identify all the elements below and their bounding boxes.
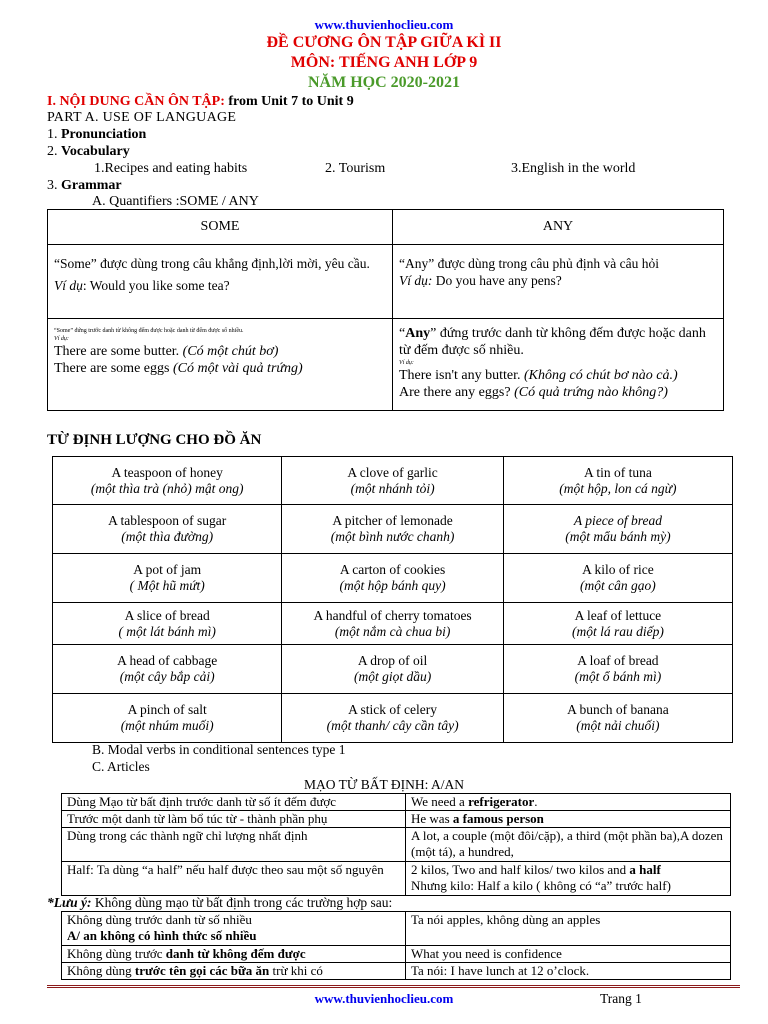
header-website[interactable]: www.thuvienhoclieu.com [314,17,454,32]
example-translation: (Không có chút bơ nào cả.) [524,368,678,383]
any-position-cell [393,319,724,411]
rule-cell: Half: Ta dùng “a half” nếu half được theo sau một số nguyên [62,862,406,896]
section1-heading-red: I. NỘI DUNG CẦN ÔN TẬP: [47,94,225,109]
quantifier-translation: (một cân gạo) [580,578,656,593]
quantifier-phrase: A clove of garlic [347,464,438,480]
example-cell: 2 kilos, Two and half kilos/ two kilos and a half Nhưng kilo: Half a kilo ( không có “a” trước half) [406,862,731,896]
example-label: Ví dụ [54,278,83,293]
food-quantifier-cell [282,554,503,603]
articles-note [47,895,392,911]
articles-table [61,793,731,896]
rule-cell: Không dùng trước danh từ số nhiều A/ an không có hình thức số nhiều [62,912,406,946]
table-row [53,603,733,645]
some-position-cell [48,319,393,411]
example-cell: Ta nói apples, không dùng an apples [406,912,731,946]
food-quantifier-cell [503,645,732,694]
example-label: Ví dụ: [54,336,69,342]
table-row [53,554,733,603]
position-text: ” đứng trước danh từ không đếm được hoặc danh từ đếm được số nhiều. [399,326,706,358]
quantifier-phrase: A piece of bread [573,513,662,528]
example-text: : Would you like some tea? [82,278,230,293]
food-quantifier-cell [503,694,732,743]
food-quantifier-cell [53,457,282,505]
rule-cell: Trước một danh từ làm bổ túc từ - thành phần phụ [62,811,406,828]
vocab-topic-3: 3.English in the world [511,161,636,176]
page-number: Trang 1 [600,991,642,1006]
rule-cell: Không dùng trước tên gọi các bữa ăn trừ khi có [62,963,406,980]
food-quantifier-cell [503,554,732,603]
column-header-any: ANY [393,210,724,245]
quote-mark: “ [399,326,406,341]
table-row [62,794,731,811]
any-example [399,272,717,289]
food-quantifier-cell [282,457,503,505]
table-row [62,912,731,946]
example-label: Ví dụ: [399,273,433,288]
table-row [62,963,731,980]
some-example-1 [54,343,386,360]
note-text: Không dùng mạo từ bất định trong các trường hợp sau: [91,895,393,910]
item-label: Pronunciation [61,127,147,142]
note-label: *Lưu ý: [47,895,92,910]
example-text: There are some butter. [54,344,183,359]
food-quantifier-table [52,456,733,743]
quantifier-phrase: A slice of bread [124,607,210,623]
quantifier-phrase: A handful of cherry tomatoes [313,607,472,623]
example-text: There isn't any butter. [399,368,524,383]
quantifier-translation: (một ổ bánh mì) [574,669,662,684]
school-year: NĂM HỌC 2020-2021 [308,74,460,91]
quantifier-phrase: A tablespoon of sugar [108,513,227,528]
food-quantifier-cell [53,694,282,743]
quantifier-phrase: A bunch of banana [567,702,669,717]
example-cell: A lot, a couple (một đôi/cặp), a third (một phần ba),A dozen (một tá), a hundred, [406,828,731,862]
table-row [53,694,733,743]
item-label: Grammar [61,178,122,193]
table-row [48,319,724,411]
any-position-text [399,325,717,359]
quantifier-translation: (một lá rau diếp) [571,623,664,639]
quantifier-phrase: A carton of cookies [339,562,446,577]
food-section-heading: TỪ ĐỊNH LƯỢNG CHO ĐỒ ĂN [47,432,262,448]
table-row [53,457,733,505]
subject-title: MÔN: TIẾNG ANH LỚP 9 [290,54,478,71]
quantifier-translation: (một nải chuối) [576,718,660,733]
table-row [53,505,733,554]
food-quantifier-cell [282,694,503,743]
quantifier-translation: ( một lát bánh mì) [118,623,216,639]
quantifier-translation: (một thanh/ cây cần tây) [326,718,459,733]
food-quantifier-cell [503,505,732,554]
food-quantifier-cell [53,603,282,645]
rule-cell: Không dùng trước danh từ không đếm được [62,946,406,963]
quantifier-translation: (một hộp, lon cá ngừ) [559,480,677,496]
quantifier-phrase: A drop of oil [357,653,428,668]
column-header-some: SOME [48,210,393,245]
food-quantifier-cell [53,505,282,554]
item-grammar [47,178,122,194]
some-example-2 [54,360,386,377]
quantifier-phrase: A teaspoon of honey [111,464,223,480]
quantifier-translation: (một cây bắp cải) [119,669,215,684]
some-usage-cell [48,245,393,319]
quantifier-phrase: A pinch of salt [127,702,207,717]
quantifiers-table [47,209,724,411]
example-text: There are some eggs [54,361,173,376]
quantifier-phrase: A tin of tuna [583,464,652,480]
rule-cell: Dùng Mạo từ bất định trước danh từ số ít đếm được [62,794,406,811]
example-text: Do you have any pens? [432,273,562,288]
some-usage-text: “Some” được dùng trong câu khẳng định,lời mời, yêu cầu. [54,256,370,271]
table-row [53,645,733,694]
food-quantifier-cell [282,505,503,554]
any-usage-cell [393,245,724,319]
grammar-a-heading: A. Quantifiers :SOME / ANY [92,194,259,209]
example-cell: He was a famous person [406,811,731,828]
item-number: 2. [47,144,58,159]
example-cell: We need a refrigerator. [406,794,731,811]
document-title: ĐỀ CƯƠNG ÔN TẬP GIỮA KÌ II [266,34,502,51]
example-translation: (Có quả trứng nào không?) [514,385,668,400]
vocab-topic-2: 2. Tourism [325,161,386,176]
item-number: 3. [47,178,58,193]
any-example-1 [399,367,717,384]
quantifier-translation: (một mẩu bánh mỳ) [565,529,671,544]
some-position-note: “Some” đứng trước danh từ không đếm được hoặc danh từ đếm được số nhiều. [54,328,244,334]
quantifier-phrase: A head of cabbage [117,653,218,668]
quantifier-translation: (một bình nước chanh) [330,529,455,544]
food-quantifier-cell [53,645,282,694]
quantifier-translation: (một thìa đường) [121,529,214,544]
section1-heading [47,94,354,110]
example-cell: Ta nói: I have lunch at 12 o’clock. [406,963,731,980]
example-translation: (Có một chút bơ) [182,344,279,359]
some-example [54,277,386,294]
quantifier-phrase: A kilo of rice [582,562,654,577]
any-usage-text: “Any” được dùng trong câu phủ định và câu hỏi [399,256,660,271]
part-a-heading: PART A. USE OF LANGUAGE [47,110,237,125]
quantifier-translation: (một nhánh tỏi) [350,480,435,496]
quantifier-phrase: A pitcher of lemonade [332,513,453,528]
section1-heading-rest: from Unit 7 to Unit 9 [224,94,354,109]
vocab-topic-1: 1.Recipes and eating habits [94,161,248,176]
food-quantifier-cell [282,603,503,645]
food-quantifier-cell [503,457,732,505]
table-row [62,862,731,896]
articles-heading: MẠO TỪ BẤT ĐỊNH: A/AN [304,777,464,792]
articles-exceptions-table [61,911,731,980]
quantifier-translation: (một nắm cà chua bi) [334,623,451,639]
quantifier-phrase: A stick of celery [348,702,438,717]
food-quantifier-cell [53,554,282,603]
quantifier-phrase: A pot of jam [133,562,202,577]
quantifier-translation: (một hộp bánh quy) [339,578,446,593]
quantifier-phrase: A leaf of lettuce [574,607,662,623]
table-row [62,811,731,828]
keyword-any: Any [405,326,431,341]
item-vocabulary [47,144,130,160]
quantifier-translation: (một nhúm muối) [120,718,214,733]
footer-website[interactable]: www.thuvienhoclieu.com [314,991,454,1006]
food-quantifier-cell [282,645,503,694]
example-text: Are there any eggs? [399,385,515,400]
example-cell: What you need is confidence [406,946,731,963]
item-pronunciation [47,127,146,143]
food-quantifier-cell [503,603,732,645]
table-row [48,245,724,319]
any-example-2 [399,384,717,401]
example-translation: (Có một vài quả trứng) [172,361,303,376]
item-number: 1. [47,127,58,142]
quantifier-translation: ( Một hũ mứt) [129,578,205,593]
grammar-b-heading: B. Modal verbs in conditional sentences type 1 [92,742,346,757]
grammar-c-heading: C. Articles [92,759,150,774]
table-row [62,828,731,862]
rule-cell: Dùng trong các thành ngữ chỉ lượng nhất định [62,828,406,862]
quantifier-phrase: A loaf of bread [577,653,659,668]
table-row [62,946,731,963]
quantifier-translation: (một giọt dầu) [353,669,432,684]
item-label: Vocabulary [61,144,130,159]
example-label: Ví dụ: [399,360,414,366]
quantifier-translation: (một thìa trà (nhỏ) mật ong) [90,480,244,496]
